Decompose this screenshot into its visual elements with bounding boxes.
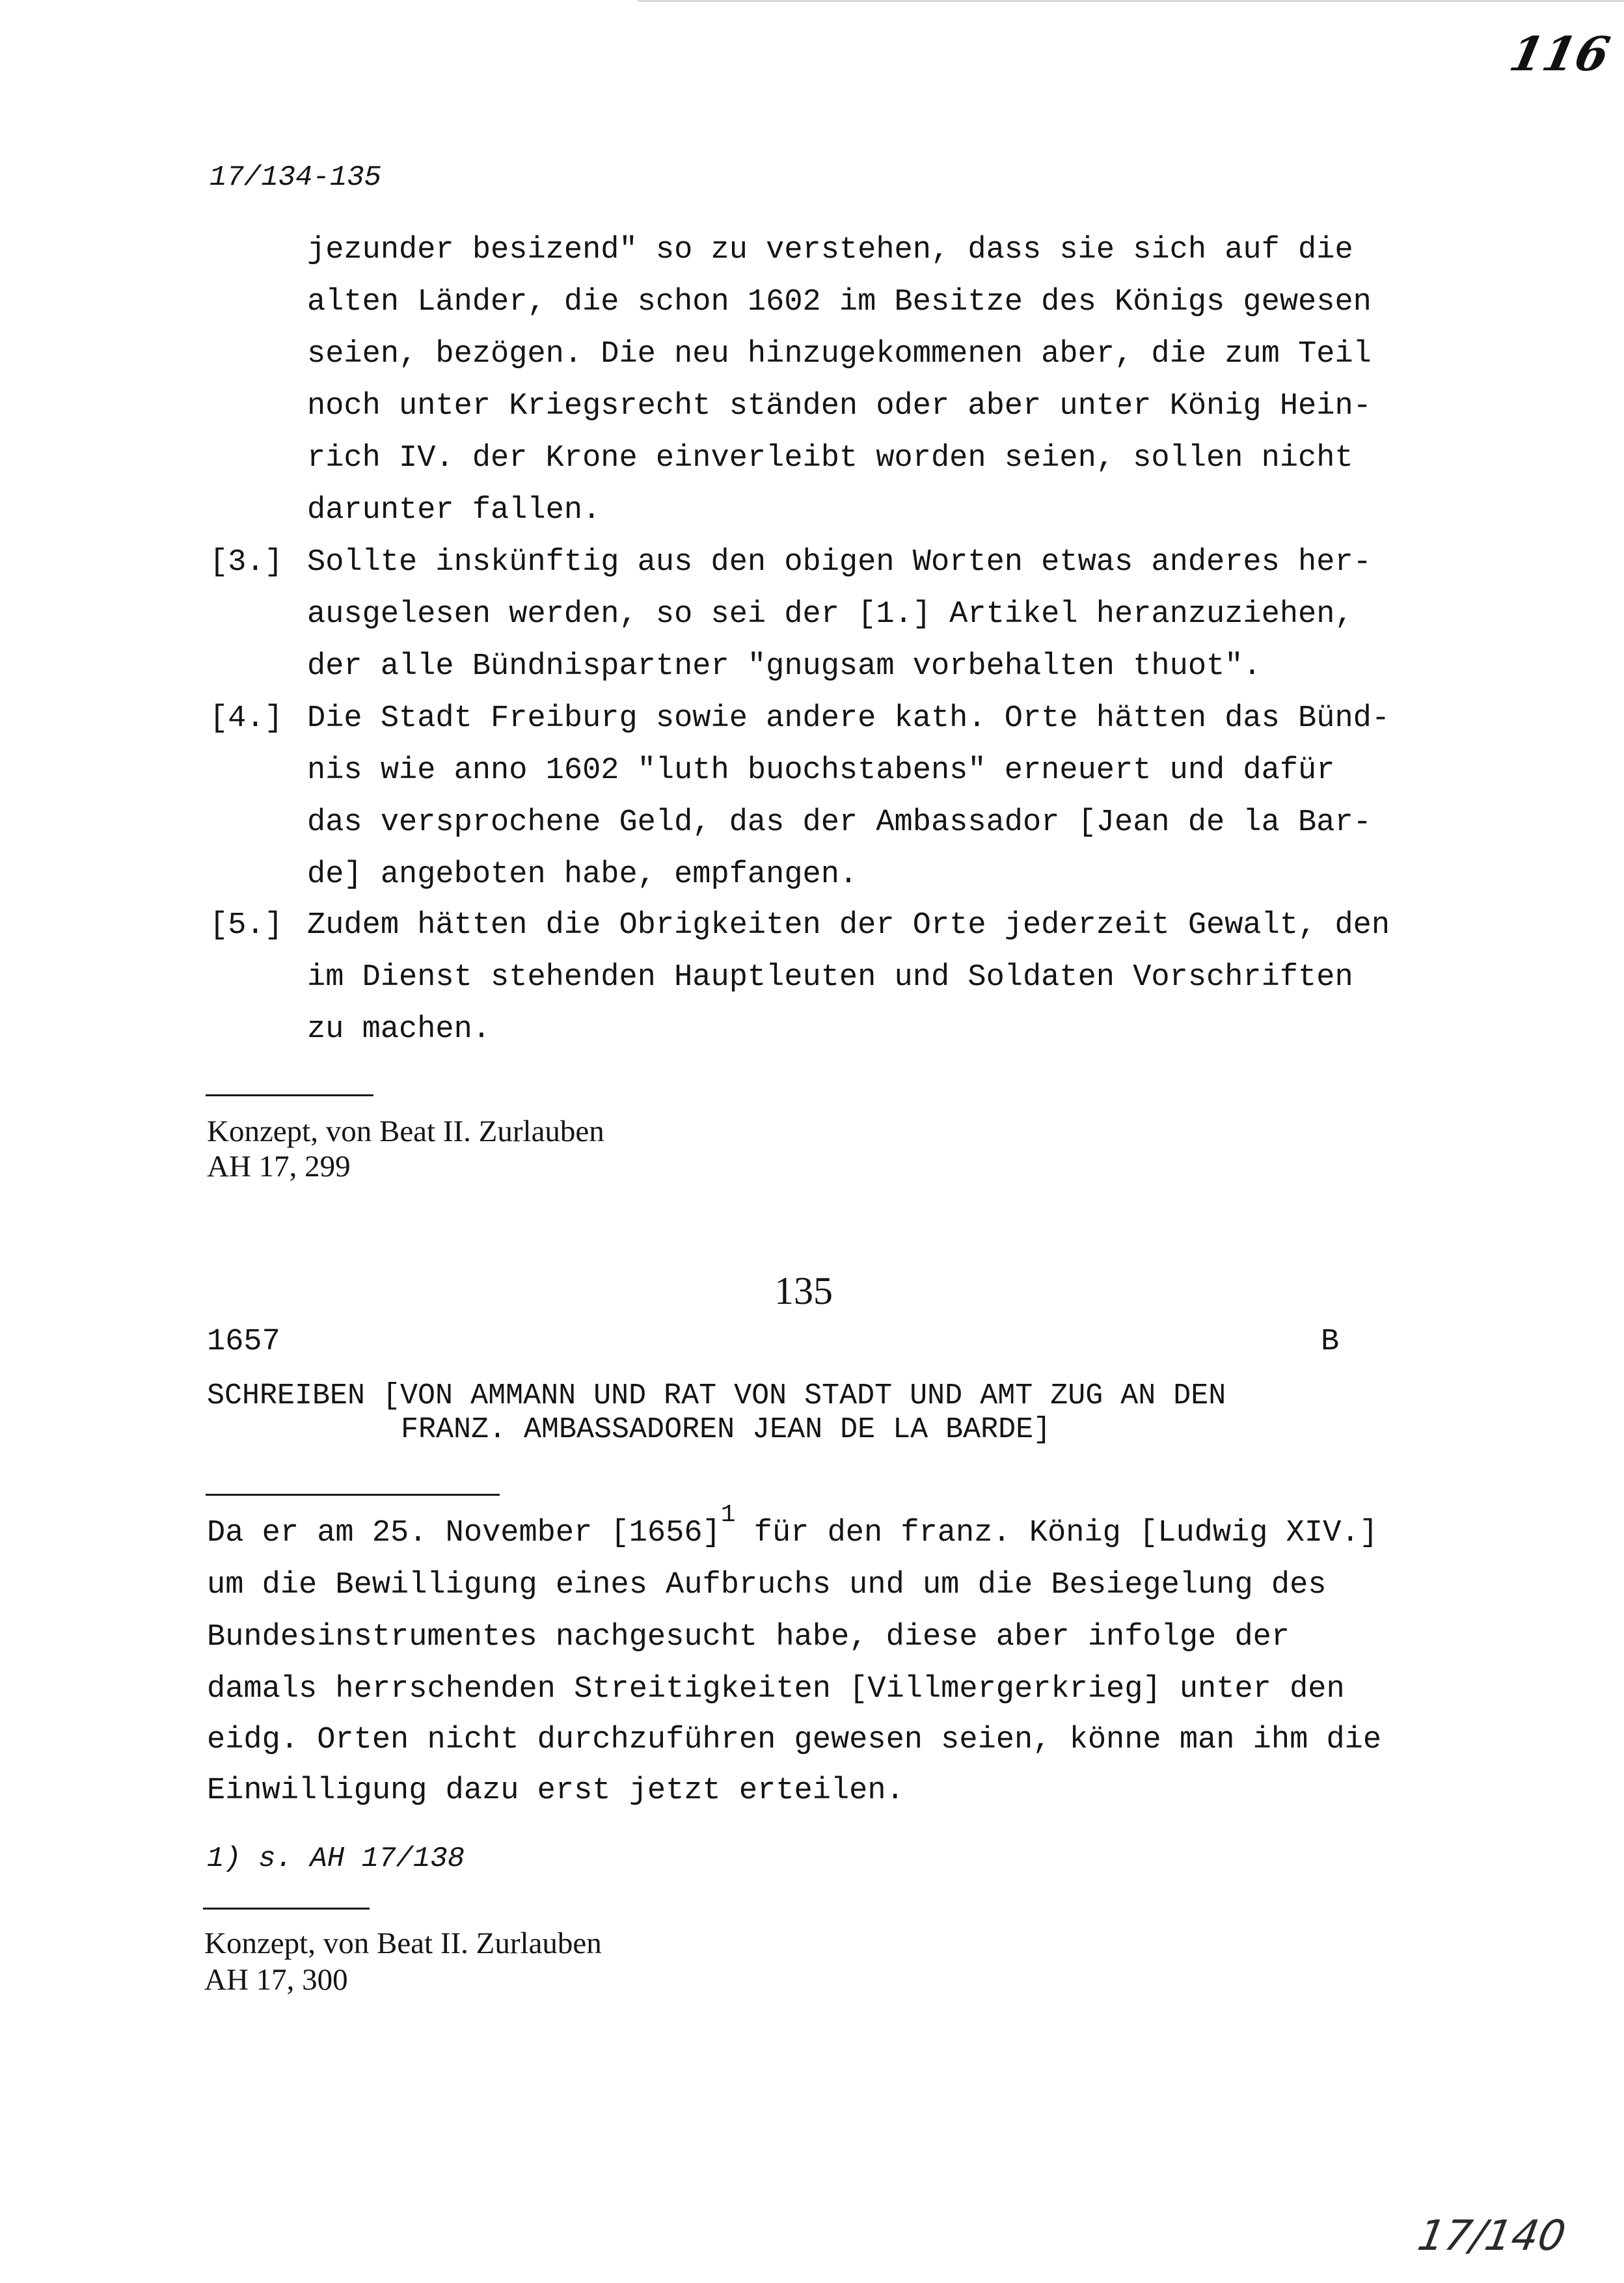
text-line: das versprochene Geld, das der Ambassador [Jean de la Bar- (307, 805, 1372, 840)
document-number: 135 (774, 1269, 833, 1312)
source-line: Konzept, von Beat II. Zurlauben (204, 1926, 602, 1960)
text-line: Die Stadt Freiburg sowie andere kath. Orte hätten das Bünd- (307, 701, 1390, 736)
source-line: AH 17, 300 (204, 1963, 348, 1997)
text-line: de] angeboten habe, empfangen. (307, 858, 858, 892)
text-line: nis wie anno 1602 "luth buochstabens" erneuert und dafür (307, 753, 1335, 788)
text-line: rich IV. der Krone einverleibt worden seien, sollen nicht (307, 441, 1353, 476)
text-line: Einwilligung dazu erst jetzt erteilen. (207, 1774, 904, 1808)
text-line: jezunder besizend" so zu verstehen, dass sie sich auf die (307, 233, 1353, 267)
text-segment: Da er am 25. November [1656] (207, 1516, 721, 1550)
document-title-line: FRANZ. AMBASSADOREN JEAN DE LA BARDE] (401, 1413, 1051, 1446)
handwritten-page-number: 116 (1504, 26, 1615, 81)
source-line: Konzept, von Beat II. Zurlauben (207, 1114, 604, 1148)
text-line: alten Länder, die schon 1602 im Besitze des Königs gewesen (307, 285, 1372, 319)
text-line: noch unter Kriegsrecht ständen oder aber unter König Hein- (307, 389, 1372, 424)
text-line: darunter fallen. (307, 493, 601, 528)
text-line: Bundesinstrumentes nachgesucht habe, diese aber infolge der (207, 1620, 1290, 1655)
page-reference: 17/134-135 (210, 161, 382, 194)
text-line: seien, bezögen. Die neu hinzugekommenen aber, die zum Teil (307, 337, 1372, 371)
separator-rule (206, 1494, 500, 1496)
text-line: damals herrschenden Streitigkeiten [Villmergerkrieg] unter den (207, 1672, 1345, 1707)
text-segment: für den franz. König [Ludwig XIV.] (735, 1516, 1378, 1550)
article-number: [5.] (210, 908, 283, 943)
footnote: 1) s. AH 17/138 (207, 1843, 465, 1875)
text-line: der alle Bündnispartner "gnugsam vorbehalten thuot". (307, 649, 1262, 684)
document-letter: B (1321, 1325, 1340, 1359)
footnote-marker: 1 (720, 1501, 736, 1529)
article-number: [4.] (210, 701, 283, 736)
text-line (207, 1501, 1378, 1550)
article-number: [3.] (210, 545, 283, 580)
separator-rule (206, 1094, 373, 1096)
text-line: ausgelesen werden, so sei der [1.] Artikel heranzuziehen, (307, 597, 1353, 632)
text-line: eidg. Orten nicht durchzuführen gewesen seien, könne man ihm die (207, 1723, 1382, 1757)
handwritten-archive-mark: 17/140 (1414, 2212, 1569, 2260)
document-year: 1657 (207, 1325, 280, 1359)
separator-rule (203, 1908, 370, 1910)
document-title-line: SCHREIBEN [VON AMMANN UND RAT VON STADT UND AMT ZUG AN DEN (207, 1379, 1226, 1412)
text-line: um die Bewilligung eines Aufbruchs und um die Besiegelung des (207, 1568, 1327, 1602)
text-line: Sollte inskünftig aus den obigen Worten etwas anderes her- (307, 545, 1372, 580)
text-line: Zudem hätten die Obrigkeiten der Orte jederzeit Gewalt, den (307, 908, 1390, 943)
source-line: AH 17, 299 (207, 1150, 351, 1183)
text-line: im Dienst stehenden Hauptleuten und Soldaten Vorschriften (307, 960, 1353, 995)
text-line: zu machen. (307, 1012, 491, 1047)
scan-top-edge (638, 0, 1624, 2)
